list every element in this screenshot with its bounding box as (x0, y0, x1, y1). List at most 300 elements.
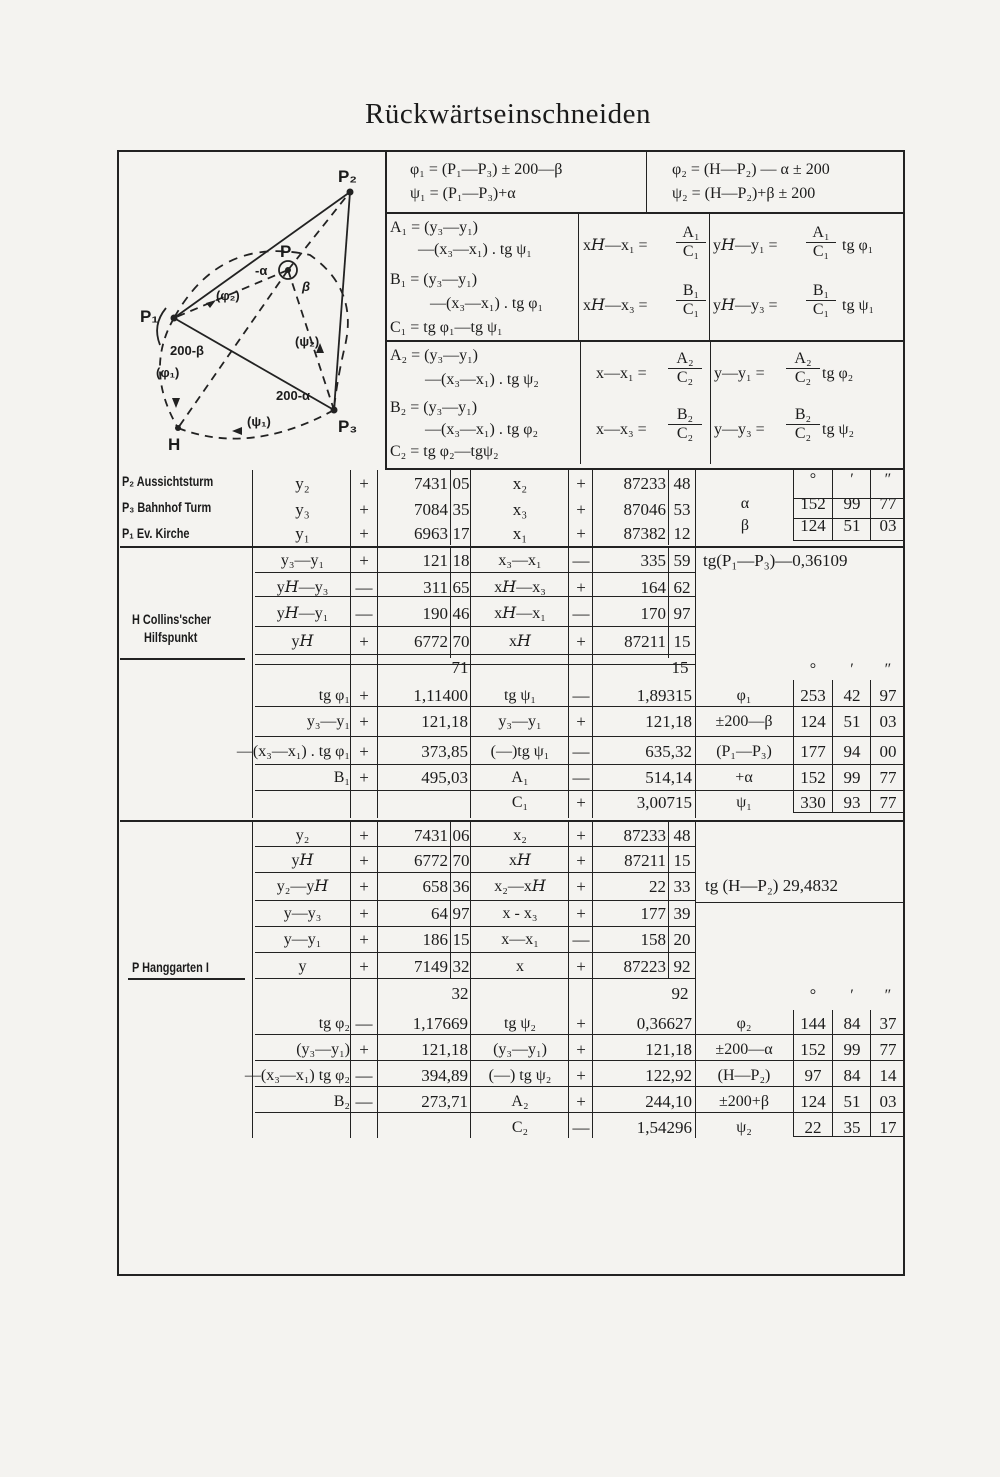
sign-cell: — (355, 604, 373, 623)
angle-degrees: 97 (804, 1066, 822, 1085)
sign-cell: + (359, 851, 369, 870)
rule-line (377, 470, 378, 818)
row-label-left: y₃ (295, 500, 310, 519)
rule-line (592, 470, 593, 818)
rule-line (709, 214, 710, 340)
formula-x-x3: x—x₃ = (596, 421, 647, 438)
angle-step: ±200+β (719, 1093, 769, 1110)
fraction-b1-c1: $\frac{\text{B₁}}{\text{C₁}}$ (676, 282, 706, 319)
formula-a2-line1: A₂ = (y₃—y₁) (390, 347, 478, 364)
rule-line (385, 340, 905, 342)
formula-psi2: ψ₂ = (H—P₂)+β ± 200 (672, 185, 816, 202)
sign-cell: + (576, 1066, 586, 1085)
rule-line (255, 1086, 905, 1087)
formula-tg-psi1: tg ψ₁ (842, 297, 875, 314)
value-decimal: 70 (452, 851, 470, 870)
angle-seconds: 03 (879, 516, 897, 535)
sign-cell: + (359, 742, 369, 761)
row-label-right: (y₃—y₁) (493, 1041, 547, 1058)
label-h: H (168, 435, 181, 454)
value-integer: 6772 (414, 632, 448, 651)
angle-seconds: 97 (879, 686, 897, 705)
value: 244,10 (645, 1092, 692, 1111)
rule-line (120, 546, 905, 548)
label-p2-aussichtsturm: P₂ Aussichtsturm (122, 473, 214, 489)
value-integer: 177 (640, 904, 666, 923)
fraction-a1-c1: $\frac{\text{A₁}}{\text{C₁}}$ (676, 224, 706, 261)
minute-symbol: ′ (850, 987, 854, 1004)
sign-cell: + (359, 957, 369, 976)
angle-minutes: 42 (843, 686, 861, 705)
sign-cell: + (576, 1040, 586, 1059)
value-integer: 311 (423, 578, 448, 597)
point-p2 (347, 189, 354, 196)
sign-cell: — (572, 768, 590, 787)
sign-cell: + (576, 793, 586, 812)
label-p3-bahnhof-turm: P₃ Bahnhof Turm (122, 499, 212, 515)
row-label-left: y—y₁ (283, 931, 322, 948)
value: 1,54296 (636, 1118, 692, 1137)
rule-line (255, 978, 695, 979)
fraction-b2-c2: $\frac{\text{B₂}}{\text{C₂}}$ (668, 406, 702, 443)
angle-seconds: 77 (879, 1040, 897, 1059)
rule-line (255, 664, 695, 665)
rule-line (350, 822, 351, 1138)
row-label-left: y𝐻 (291, 633, 314, 650)
sign-cell: + (576, 1092, 586, 1111)
angle-minutes: 84 (843, 1066, 861, 1085)
rule-line (470, 822, 471, 1138)
sign-cell: + (576, 1014, 586, 1033)
sign-cell: + (359, 1040, 369, 1059)
rule-line (668, 548, 669, 658)
value-decimal: 70 (452, 632, 470, 651)
row-label-left: y𝐻—y₁ (276, 605, 329, 622)
value-integer: 121 (422, 551, 448, 570)
value: 121,18 (645, 1040, 692, 1059)
value: 121,18 (645, 712, 692, 731)
angle-minutes: 35 (843, 1118, 861, 1137)
label-p1-ev-kirche: P₁ Ev. Kirche (122, 525, 190, 541)
rule-line (255, 736, 905, 737)
formula-a1-line1: A₁ = (y₃—y₁) (390, 219, 478, 236)
row-label-left: y (298, 958, 307, 975)
angle-step: φ₂ (736, 1015, 752, 1032)
sign-cell: — (355, 1092, 373, 1111)
rule-line (385, 468, 905, 470)
value-decimal: 62 (673, 578, 691, 597)
label-p3: P₃ (338, 417, 358, 436)
value: 495,03 (421, 768, 468, 787)
row-label-right: (—)tg ψ₁ (490, 743, 550, 760)
sign-cell: — (572, 742, 590, 761)
rule-line (870, 470, 871, 540)
value-integer: 87211 (624, 632, 666, 651)
value: 3,00715 (636, 793, 692, 812)
formula-tg-phi2: tg φ₂ (822, 365, 854, 382)
sign-cell: + (576, 578, 586, 597)
degree-symbol: ° (809, 661, 817, 678)
degree-symbol: ° (809, 987, 817, 1004)
formula-tg-phi1: tg φ₁ (842, 237, 874, 254)
value-integer: 87233 (623, 826, 666, 845)
rule-line (385, 212, 905, 214)
sign-cell: — (572, 551, 590, 570)
triangulation-diagram (130, 160, 380, 460)
angle-minutes: 99 (843, 1040, 861, 1059)
row-label-right: (—) tg ψ₂ (488, 1067, 552, 1084)
value-integer: 158 (640, 930, 666, 949)
value-decimal: 53 (673, 500, 691, 519)
value: 1,11400 (413, 686, 468, 705)
row-label-left: y₂ (295, 827, 310, 844)
value-decimal: 65 (452, 578, 470, 597)
value-integer: 22 (649, 877, 666, 896)
row-label-left: B₂ (333, 1093, 350, 1110)
sign-cell: + (576, 851, 586, 870)
point-p (285, 267, 291, 273)
value-integer: 87382 (623, 524, 666, 543)
row-label-left: y₂—y𝐻 (276, 878, 329, 895)
angle-degrees: 152 (800, 494, 826, 513)
point-p3 (331, 407, 338, 414)
value-decimal: 06 (452, 826, 470, 845)
row-label-right: tg ψ₁ (503, 687, 537, 704)
sign-cell: — (572, 604, 590, 623)
value-integer: 87233 (623, 474, 666, 493)
angle-degrees: 253 (800, 686, 826, 705)
label-beta: β (302, 279, 311, 294)
rule-line (128, 978, 245, 980)
angle-seconds: 77 (879, 793, 897, 812)
label-200-alpha: 200-α (276, 388, 311, 403)
angle-seconds: 37 (879, 1014, 897, 1033)
value-decimal: 48 (673, 474, 691, 493)
formula-b1-line1: B₁ = (y₃—y₁) (390, 271, 478, 288)
point-h (175, 425, 181, 431)
row-label-left: y₁ (295, 524, 310, 543)
second-symbol: ″ (884, 987, 892, 1004)
rule-line (580, 342, 581, 464)
label-alpha: -α (255, 263, 268, 278)
row-label-right: x𝐻 (509, 633, 531, 650)
label-p-hanggarten: P Hanggarten I (132, 959, 209, 975)
row-label-left: tg φ₁ (318, 687, 350, 704)
label-h-hilfspunkt: Hilfspunkt (144, 629, 198, 645)
sign-cell: + (576, 524, 586, 543)
fraction-a1-c1-right: $\frac{\text{A₁}}{\text{C₁}}$ (806, 224, 836, 261)
value-integer: 186 (422, 930, 448, 949)
rule-line (793, 1010, 794, 1136)
value: 394,89 (421, 1066, 468, 1085)
value-decimal: 48 (673, 826, 691, 845)
angle-step: ψ₂ (736, 1119, 752, 1136)
formula-c2: C₂ = tg φ₂—tgψ₂ (390, 443, 499, 460)
sign-cell: — (355, 1066, 373, 1085)
arc-200-beta (157, 308, 166, 345)
rule-line (255, 1060, 905, 1061)
sign-cell: + (576, 632, 586, 651)
sign-cell: + (359, 632, 369, 651)
rule-line (450, 470, 451, 545)
angle-step: ±200—α (715, 1041, 773, 1058)
row-label-left: (y₃—y₁) (296, 1041, 350, 1058)
rule-line (832, 1010, 833, 1136)
rule-line (832, 680, 833, 812)
rule-line (568, 822, 569, 1138)
rule-line (120, 658, 245, 660)
label-psi1: (ψ₁) (247, 414, 271, 429)
sign-cell: + (359, 712, 369, 731)
formula-a1-line2: —(x₃—x₁) . tg ψ₁ (418, 241, 532, 258)
formula-y-y1: y—y₁ = (714, 365, 765, 382)
fraction-b2-c2-right: $\frac{\text{B₂}}{\text{C₂}}$ (786, 406, 820, 443)
angle-degrees: 152 (800, 1040, 826, 1059)
row-label-left: y₂ (295, 474, 310, 493)
row-label-right: x₂ (512, 474, 528, 493)
sign-cell: — (355, 578, 373, 597)
rule-line (793, 518, 905, 519)
minute-symbol: ′ (850, 471, 854, 488)
value-integer: 7149 (414, 957, 448, 976)
angle-seconds: 17 (879, 1118, 897, 1137)
angle-name: β (740, 517, 750, 534)
fraction-a2-c2-right: $\frac{\text{A₂}}{\text{C₂}}$ (786, 350, 820, 387)
angle-degrees: 124 (800, 712, 826, 731)
angle-seconds: 77 (879, 494, 897, 513)
angle-degrees: 330 (800, 793, 826, 812)
value-decimal: 33 (673, 877, 691, 896)
rule-line (870, 1010, 871, 1136)
rule-line (450, 548, 451, 658)
angle-seconds: 03 (879, 712, 897, 731)
angle-step: (H—P₂) (717, 1067, 771, 1084)
tg-p1-p3: tg(P₁—P₃)—0,36109 (703, 551, 848, 570)
value: 0,36627 (636, 1014, 692, 1033)
value-decimal: 05 (452, 474, 470, 493)
angle-step: ψ₁ (736, 794, 752, 811)
angle-seconds: 03 (879, 1092, 897, 1111)
value-integer: 7431 (414, 474, 448, 493)
value-decimal: 39 (673, 904, 691, 923)
rule-line (793, 540, 905, 541)
value: 122,92 (645, 1066, 692, 1085)
row-label-left: y₃—y₁ (280, 552, 325, 569)
row-label-right: x—x₁ (501, 931, 539, 948)
row-label-right: C₂ (511, 1119, 529, 1136)
rule-line (793, 680, 794, 812)
angle-minutes: 93 (843, 793, 861, 812)
value: 1,17669 (412, 1014, 468, 1033)
point-p1 (171, 315, 178, 322)
value-decimal: 17 (452, 524, 470, 543)
rule-line (252, 470, 253, 818)
rule-line (695, 902, 905, 903)
angle-degrees: 144 (800, 1014, 826, 1033)
value-decimal: 92 (673, 957, 691, 976)
rule-line (710, 342, 711, 464)
sign-cell: + (359, 474, 369, 493)
row-label-right: y₃—y₁ (498, 713, 542, 730)
row-label-right: x₃—x₁ (498, 552, 542, 569)
angle-minutes: 51 (843, 1092, 861, 1111)
value-integer: 7431 (414, 826, 448, 845)
rule-line (255, 1034, 905, 1035)
rule-line (793, 470, 794, 540)
value: 514,14 (645, 768, 692, 787)
formula-xh-x3: x𝐻—x₃ = (583, 297, 648, 314)
row-label-right: x - x₃ (502, 905, 538, 922)
rule-line (385, 152, 387, 470)
formula-x-x1: x—x₁ = (596, 365, 647, 382)
arrow-phi2 (206, 300, 216, 308)
angle-seconds: 14 (879, 1066, 897, 1085)
angle-minutes: 94 (843, 742, 861, 761)
row-label-right: x𝐻—x₁ (494, 605, 546, 622)
degree-symbol: ° (809, 471, 817, 488)
label-p: P (280, 242, 292, 261)
row-label-left: —(x₃—x₁) . tg φ₁ (236, 743, 350, 760)
sign-cell: + (576, 712, 586, 731)
angle-name: α (740, 495, 750, 512)
angle-minutes: 84 (843, 1014, 861, 1033)
formula-b1-line2: —(x₃—x₁) . tg φ₁ (430, 295, 544, 312)
row-label-left: y𝐻 (291, 852, 314, 869)
rule-line (255, 872, 695, 873)
sign-cell: + (576, 474, 586, 493)
rule-line (832, 470, 833, 540)
row-label-right: A₂ (511, 1093, 529, 1110)
second-symbol: ″ (884, 471, 892, 488)
sign-cell: + (576, 826, 586, 845)
line-p2-p1 (174, 192, 350, 318)
value-decimal: 32 (452, 957, 470, 976)
sign-cell: + (576, 957, 586, 976)
value-integer: 658 (422, 877, 448, 896)
sign-cell: + (359, 551, 369, 570)
rule-line (695, 822, 696, 1138)
value-decimal: 15 (673, 851, 691, 870)
row-label-right: x₂—x𝐻 (494, 878, 546, 895)
row-label-left: y—y₃ (283, 905, 322, 922)
angle-step: φ₁ (736, 687, 752, 704)
value: 273,71 (421, 1092, 468, 1111)
rule-line (470, 470, 471, 818)
rule-line (255, 572, 695, 573)
sign-cell: + (359, 686, 369, 705)
value-integer: 164 (640, 578, 666, 597)
row-label-left: tg φ₂ (318, 1015, 350, 1032)
rule-line (255, 596, 695, 597)
label-h-collins: H Collins'scher (132, 611, 212, 627)
value: 121,18 (421, 1040, 468, 1059)
value-decimal: 12 (673, 524, 691, 543)
angle-step: (P₁—P₃) (716, 743, 772, 760)
value-decimal: 97 (452, 904, 470, 923)
sign-cell: + (359, 768, 369, 787)
tg-h-p2: tg (H—P₂) 29,4832 (705, 876, 838, 895)
label-phi2: (φ₂) (216, 288, 240, 303)
minute-symbol: ′ (850, 661, 854, 678)
row-label-right: x𝐻 (509, 852, 531, 869)
rule-line (646, 152, 647, 212)
value-integer: 6772 (414, 851, 448, 870)
formula-yh-y3: y𝐻—y₃ = (713, 297, 778, 314)
sign-cell: — (572, 930, 590, 949)
angle-step: +α (735, 769, 753, 786)
row-label-right: x₂ (513, 827, 527, 844)
check-value: 92 (671, 984, 689, 1003)
line-p-p2 (288, 192, 350, 270)
value-integer: 190 (422, 604, 448, 623)
value: 1,89315 (636, 686, 692, 705)
rule-line (695, 470, 696, 818)
row-label-right: x₁ (512, 524, 528, 543)
sign-cell: + (359, 826, 369, 845)
angle-degrees: 124 (800, 516, 826, 535)
row-label-right: x𝐻—x₃ (494, 579, 546, 596)
formula-b2-line1: B₂ = (y₃—y₁) (390, 399, 478, 416)
value-decimal: 15 (673, 632, 691, 651)
page-title: Rückwärtseinschneiden (365, 98, 651, 130)
row-label-right: tg ψ₂ (503, 1015, 537, 1032)
rule-line (255, 790, 905, 791)
value-decimal: 59 (673, 551, 691, 570)
angle-seconds: 00 (879, 742, 897, 761)
formula-b2-line2: —(x₃—x₁) . tg φ₂ (425, 421, 539, 438)
row-label-right: A₁ (511, 769, 529, 786)
formula-y-y3: y—y₃ = (714, 421, 765, 438)
row-label-right: x₃ (512, 500, 528, 519)
rule-line (870, 680, 871, 812)
label-p1: P₁ (140, 307, 159, 326)
row-label-right: x (516, 958, 524, 975)
sign-cell: + (359, 524, 369, 543)
rule-line (255, 626, 695, 627)
label-p2: P₂ (338, 167, 357, 186)
value: 373,85 (421, 742, 468, 761)
value-decimal: 20 (673, 930, 691, 949)
formula-a2-line2: —(x₃—x₁) . tg ψ₂ (425, 371, 539, 388)
sign-cell: + (359, 930, 369, 949)
value-integer: 335 (640, 551, 666, 570)
angle-minutes: 99 (843, 494, 861, 513)
sign-cell: + (359, 904, 369, 923)
angle-minutes: 51 (843, 516, 861, 535)
angle-minutes: 99 (843, 768, 861, 787)
sign-cell: + (359, 877, 369, 896)
arrow-phi1 (172, 398, 180, 408)
rule-line (578, 214, 579, 340)
formula-xh-x1: x𝐻—x₁ = (583, 237, 648, 254)
value-decimal: 97 (673, 604, 691, 623)
value-decimal: 18 (452, 551, 470, 570)
rule-line (592, 822, 593, 1138)
value-decimal: 36 (452, 877, 470, 896)
label-psi2: (ψ₂) (295, 334, 320, 349)
fraction-b1-c1-right: $\frac{\text{B₁}}{\text{C₁}}$ (806, 282, 836, 319)
rule-line (568, 470, 569, 818)
value-integer: 87211 (624, 851, 666, 870)
sign-cell: — (572, 1118, 590, 1137)
rule-line (255, 952, 695, 953)
check-value: 15 (671, 658, 689, 677)
value-integer: 170 (640, 604, 666, 623)
angle-degrees: 124 (800, 1092, 826, 1111)
rule-line (255, 706, 905, 707)
rule-line (255, 846, 695, 847)
label-200-beta: 200-β (170, 343, 204, 358)
